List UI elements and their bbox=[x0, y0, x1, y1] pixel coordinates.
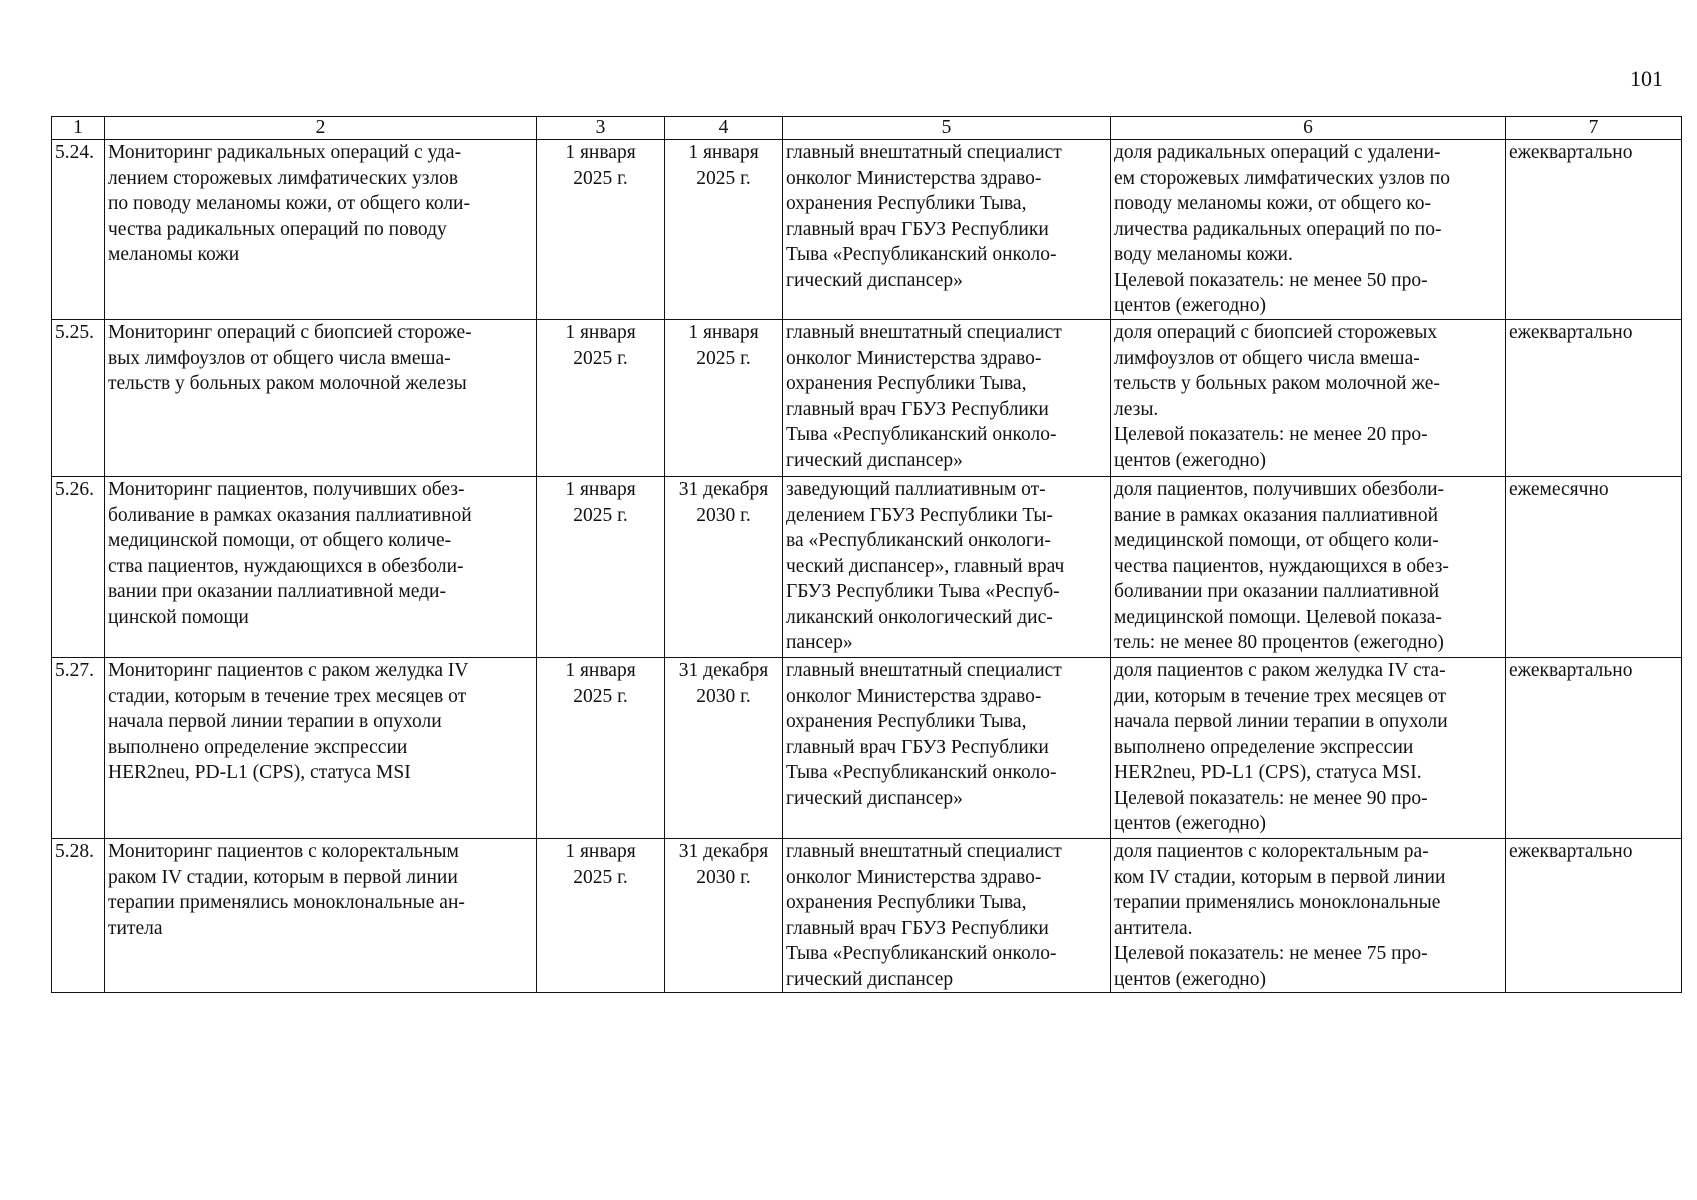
event-cell: Мониторинг пациентов с колоректальным раком IV стадии, которым в первой линии терапии применялись моноклональные ан- титела bbox=[105, 839, 537, 993]
header-col-1: 1 bbox=[52, 117, 105, 140]
indicator-cell: доля пациентов, получивших обезболи- вание в рамках оказания паллиативной медицинской помощи, от общего коли- чества пациентов, нуждающихся в обез- боливании при оказании паллиативной медицинской помощи. Целевой показа- тель: не менее 80 процентов (ежегодно) bbox=[1111, 477, 1506, 658]
event-cell: Мониторинг операций с биопсией стороже- вых лимфоузлов от общего числа вмеша- тельств у больных раком молочной железы bbox=[105, 320, 537, 477]
row-number: 5.26. bbox=[52, 477, 105, 658]
table-row bbox=[52, 140, 1682, 320]
table-row bbox=[52, 839, 1682, 993]
row-number: 5.25. bbox=[52, 320, 105, 477]
table-row bbox=[52, 477, 1682, 658]
header-col-6: 6 bbox=[1111, 117, 1506, 140]
end-date-cell: 1 января 2025 г. bbox=[665, 140, 783, 320]
indicator-cell: доля пациентов с колоректальным ра- ком IV стадии, которым в первой линии терапии применялись моноклональные антитела. Целевой показатель: не менее 75 про- центов (ежегодно) bbox=[1111, 839, 1506, 993]
responsible-cell: главный внештатный специалист онколог Министерства здраво- охранения Республики Тыва, главный врач ГБУЗ Республики Тыва «Республиканский онколо- гический диспансер bbox=[783, 839, 1111, 993]
event-cell: Мониторинг радикальных операций с уда- лением сторожевых лимфатических узлов по поводу меланомы кожи, от общего коли- чества радикальных операций по поводу меланомы кожи bbox=[105, 140, 537, 320]
header-col-4: 4 bbox=[665, 117, 783, 140]
end-date-cell: 1 января 2025 г. bbox=[665, 320, 783, 477]
end-date-cell: 31 декабря 2030 г. bbox=[665, 839, 783, 993]
start-date-cell: 1 января 2025 г. bbox=[537, 140, 665, 320]
plan-table bbox=[51, 116, 1682, 993]
frequency-cell: ежеквартально bbox=[1506, 140, 1682, 320]
row-number: 5.28. bbox=[52, 839, 105, 993]
start-date-cell: 1 января 2025 г. bbox=[537, 658, 665, 839]
start-date-cell: 1 января 2025 г. bbox=[537, 839, 665, 993]
frequency-cell: ежеквартально bbox=[1506, 320, 1682, 477]
header-col-5: 5 bbox=[783, 117, 1111, 140]
responsible-cell: заведующий паллиативным от- делением ГБУЗ Республики Ты- ва «Республиканский онкологи- ческий диспансер», главный врач ГБУЗ Республики Тыва «Респуб- ликанский онкологический дис- пансер» bbox=[783, 477, 1111, 658]
frequency-cell: ежеквартально bbox=[1506, 658, 1682, 839]
header-col-7: 7 bbox=[1506, 117, 1682, 140]
frequency-cell: ежеквартально bbox=[1506, 839, 1682, 993]
header-col-3: 3 bbox=[537, 117, 665, 140]
table-row bbox=[52, 320, 1682, 477]
page-number: 101 bbox=[1630, 66, 1663, 91]
responsible-cell: главный внештатный специалист онколог Министерства здраво- охранения Республики Тыва, главный врач ГБУЗ Республики Тыва «Республиканский онколо- гический диспансер» bbox=[783, 320, 1111, 477]
event-cell: Мониторинг пациентов с раком желудка IV стадии, которым в течение трех месяцев от начала первой линии терапии в опухоли выполнено определение экспрессии HER2neu, PD-L1 (CPS), статуса MSI bbox=[105, 658, 537, 839]
row-number: 5.27. bbox=[52, 658, 105, 839]
responsible-cell: главный внештатный специалист онколог Министерства здраво- охранения Республики Тыва, главный врач ГБУЗ Республики Тыва «Республиканский онколо- гический диспансер» bbox=[783, 140, 1111, 320]
indicator-cell: доля операций с биопсией сторожевых лимфоузлов от общего числа вмеша- тельств у больных раком молочной же- лезы. Целевой показатель: не менее 20 про- центов (ежегодно) bbox=[1111, 320, 1506, 477]
indicator-cell: доля радикальных операций с удалени- ем сторожевых лимфатических узлов по поводу меланомы кожи, от общего ко- личества радикальных операций по по- воду меланомы кожи. Целевой показатель: не менее 50 про- центов (ежегодно) bbox=[1111, 140, 1506, 320]
responsible-cell: главный внештатный специалист онколог Министерства здраво- охранения Республики Тыва, главный врач ГБУЗ Республики Тыва «Республиканский онколо- гический диспансер» bbox=[783, 658, 1111, 839]
end-date-cell: 31 декабря 2030 г. bbox=[665, 658, 783, 839]
event-cell: Мониторинг пациентов, получивших обез- боливание в рамках оказания паллиативной медицинской помощи, от общего количе- ства пациентов, нуждающихся в обезболи- вании при оказании паллиативной меди- цинской помощи bbox=[105, 477, 537, 658]
start-date-cell: 1 января 2025 г. bbox=[537, 477, 665, 658]
start-date-cell: 1 января 2025 г. bbox=[537, 320, 665, 477]
frequency-cell: ежемесячно bbox=[1506, 477, 1682, 658]
header-row bbox=[52, 117, 1682, 140]
row-number: 5.24. bbox=[52, 140, 105, 320]
header-col-2: 2 bbox=[105, 117, 537, 140]
table-row bbox=[52, 658, 1682, 839]
end-date-cell: 31 декабря 2030 г. bbox=[665, 477, 783, 658]
indicator-cell: доля пациентов с раком желудка IV ста- дии, которым в течение трех месяцев от начала первой линии терапии в опухоли выполнено определение экспрессии HER2neu, PD-L1 (CPS), статуса MSI. Целевой показатель: не менее 90 про- центов (ежегодно) bbox=[1111, 658, 1506, 839]
